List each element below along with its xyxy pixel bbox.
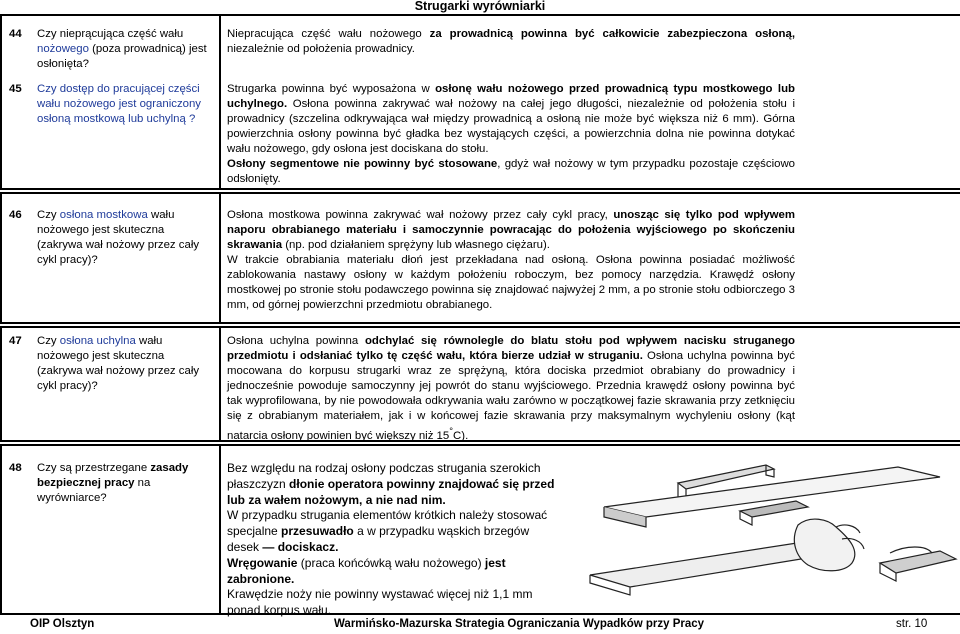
question-fragment: Czy są przestrzegane [37, 462, 151, 474]
question-text [37, 334, 209, 394]
answer-paragraph [227, 556, 562, 588]
degree-symbol: ° [449, 426, 454, 437]
answer-fragment: , gdyż wał nożowy w tym przypadku pozostaje częściowo odsłonięty. [227, 158, 796, 185]
answer-fragment: osłonę wału nożowego przed prowadnicą typu mostkowego lub uchylnego. [227, 83, 795, 110]
divider [0, 444, 960, 446]
answer-fragment: Osłony segmentowe nie powinny być stosowane [227, 158, 498, 170]
answer-paragraph [227, 461, 562, 508]
question-fragment: Czy [37, 209, 60, 221]
divider [0, 326, 2, 440]
answer-fragment: a w przypadku wąskich brzegów desek [227, 524, 530, 554]
question-text [37, 461, 209, 506]
row-number: 48 [9, 462, 22, 474]
divider [0, 326, 960, 328]
question-fragment: Czy dostęp do [37, 83, 113, 95]
answer-fragment: C). [453, 429, 469, 442]
answer-fragment: Strugarka powinna być wyposażona w [227, 83, 436, 95]
answer-fragment: (np. pod działaniem sprężyny lub własnego ciężaru). [282, 239, 550, 251]
answer-fragment: za prowadnicą powinna być całkowicie zabezpieczona osłoną, [429, 28, 795, 40]
answer-paragraph [227, 334, 795, 444]
footer-page-number: str. 10 [896, 618, 928, 630]
answer-fragment: niezależnie od położenia prowadnicy. [227, 43, 415, 55]
answer-paragraph [227, 208, 795, 253]
row-number: 44 [9, 28, 22, 40]
answer-fragment: (praca końcówką wału nożowego) [297, 555, 485, 570]
divider [0, 14, 960, 16]
answer-fragment: przesuwadło [281, 524, 354, 539]
divider [0, 192, 960, 194]
answer-fragment: Niepracująca część wału nożowego [227, 28, 430, 40]
question-fragment: (poza prowadnicą) jest osłonięta? [37, 43, 207, 70]
question-fragment: Czy nieprącująca część wału [37, 28, 184, 40]
answer-text [227, 27, 795, 57]
answer-fragment: unosząc się tylko pod wpływem naporu obrabianego materiału i samoczynnie powracając do położenia wyjściowego po skończeniu skrawania [227, 209, 795, 251]
page-header-title: Strugarki wyrówniarki [414, 0, 546, 13]
footer-left: OIP Olsztyn [30, 618, 95, 630]
question-fragment: Czy [37, 335, 60, 347]
divider [219, 14, 221, 188]
divider [0, 444, 2, 613]
answer-fragment: Osłona uchylna powinna [227, 335, 365, 347]
answer-fragment: dłonie operatora powinny znajdować się przed lub za wałem nożowym, a nie nad nim. [227, 476, 555, 507]
answer-text [227, 334, 795, 444]
question-text [37, 27, 209, 72]
answer-fragment: Osłona uchylna powinna być mocowana do korpusu strugarki wraz ze sprężyną, która dociska przedmiot obrabiany do prowadnicy i jednocześnie powoduje samoczynny jej powrót do stanu wyjściowego. Przednia krawędź osłony powinna być tak wyprofilowana, by nie powodowała odkrywania wału zarówno w początkowej fazie skrawania przy zetknięciu się z obrabianym materiałem, jak i w końcowej fazie skrawania przy maksymalnym wychyleniu osłony (kąt natarcia osłony powinien być większy niż 15 [227, 350, 795, 442]
answer-paragraph [227, 253, 795, 313]
answer-paragraph [227, 587, 562, 619]
question-fragment: jest ograniczony osłoną mostkową lub uchylną ? [37, 98, 202, 125]
answer-fragment: Bez względu na rodzaj osłony podczas strugania szerokich płaszczyzn [227, 461, 541, 491]
answer-fragment: Krawędzie noży nie powinny wystawać więcej niż 1,1 mm ponad korpus wału. [227, 587, 533, 618]
divider [0, 192, 2, 322]
question-text [37, 82, 209, 127]
divider [219, 444, 221, 613]
row-number: 46 [9, 209, 22, 221]
answer-text [227, 208, 795, 313]
answer-text [227, 461, 562, 619]
answer-fragment: Osłona powinna zakrywać wał nożowy na całej jego długości, niezależnie od położenia stołu i prowadnicy (szczelina odkrywająca wał między prowadnicą a osłoną nie może być większa niż 6 mm). Górna powierzchnia osłony powinna być gładka bez wystających części, a powierzchnia dolna nie powinna dotykać wału nożowego, gdy osłona jest dociskana do stołu. [227, 98, 795, 155]
answer-fragment: W przypadku strugania elementów krótkich należy stosować specjalne [227, 508, 548, 539]
divider [0, 14, 2, 188]
divider [219, 192, 221, 322]
answer-paragraph [227, 27, 795, 57]
divider [0, 188, 960, 190]
question-fragment: pracującej części wału nożowego [37, 83, 200, 110]
question-fragment: zasady bezpiecznej pracy [37, 462, 189, 489]
question-fragment: wału nożowego jest skuteczna (zakrywa wał nożowy przez cały cykl pracy)? [37, 335, 200, 392]
footer-center: Warmińsko-Mazurska Strategia Ograniczania Wypadków przy Pracy [334, 618, 705, 630]
answer-fragment: odchylać się równolegle do blatu stołu pod wpływem nacisku struganego przedmiotu i odsłaniać tylko tę część wału, która bierze udział w struganiu. [227, 335, 795, 362]
divider [219, 326, 221, 440]
question-fragment: wału nożowego jest skuteczna (zakrywa wał nożowy przez cały cykl pracy)? [37, 209, 200, 266]
answer-fragment: Osłona mostkowa powinna zakrywać wał nożowy przez cały cykl pracy, [227, 209, 614, 221]
row-number: 45 [9, 83, 22, 95]
question-fragment: na wyrówniarce? [37, 477, 151, 504]
answer-fragment: W trakcie obrabiania materiału dłoń jest przekładana nad osłoną. Osłona powinna posiadać możliwość zablokowania nastawy osłony w każdym położeniu roboczym, bez pomocy narzędzia. Krawędź osłony mostkowej po stronie stołu podawczego powinna się znajdować najwyżej 2 mm, a po stronie stołu odbiorczego 3 mm, od górnej powierzchni przedmiotu obrabianego. [227, 254, 795, 311]
answer-fragment: dociskacz. [277, 539, 339, 554]
row-number: 47 [9, 335, 22, 347]
answer-fragment: jest zabronione. [227, 555, 506, 586]
answer-paragraph [227, 508, 562, 555]
planer-safety-illustration [560, 455, 960, 617]
question-fragment: osłona uchylna [59, 335, 136, 347]
question-text [37, 208, 209, 268]
answer-paragraph [227, 82, 795, 157]
answer-fragment: — [262, 539, 275, 554]
question-fragment: osłona mostkowa [59, 209, 148, 221]
answer-fragment: Wręgowanie [227, 555, 298, 570]
answer-text [227, 82, 795, 187]
divider [0, 322, 960, 324]
answer-paragraph [227, 157, 795, 187]
question-fragment: nożowego [37, 43, 89, 55]
